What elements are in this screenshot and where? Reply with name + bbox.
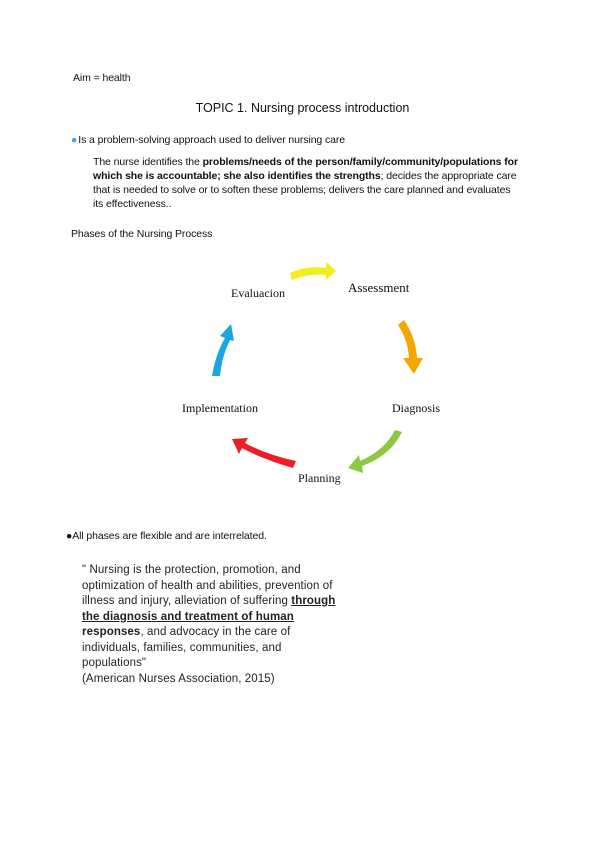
phases-heading: Phases of the Nursing Process	[71, 228, 213, 240]
quote-bold: responses	[82, 626, 141, 638]
bullet-definition	[71, 134, 345, 146]
arrow-evaluacion-to-assessment	[290, 262, 336, 280]
paragraph-text-1: The nurse identifies the	[93, 156, 203, 168]
quote-citation: (American Nurses Association, 2015)	[82, 672, 275, 685]
bullet-phases-flexible	[66, 530, 267, 542]
phase-label-implementation: Implementation	[182, 401, 258, 415]
arrow-assessment-to-diagnosis	[398, 320, 423, 374]
bullet-marker: ●	[66, 530, 73, 542]
arrow-diagnosis-to-planning	[348, 430, 402, 473]
aim-line: Aim = health	[73, 72, 131, 84]
ana-quote	[82, 563, 342, 687]
phase-label-diagnosis: Diagnosis	[392, 401, 440, 415]
phase-label-evaluacion: Evaluacion	[231, 286, 285, 300]
paragraph-text-2: ; decides the appropriate care that is needed to solve or to soften these problems; delivers the care planned and evaluates its effectiveness..	[93, 170, 517, 210]
paragraph-bold-text: problems/needs of the person/family/community/populations for which she is accountable; she also identifies the strengths	[93, 156, 518, 182]
page-title: TOPIC 1. Nursing process introduction	[195, 101, 410, 115]
quote-bold-underlined: through the diagnosis and treatment of human	[82, 595, 336, 623]
bullet-definition-text: Is a problem-solving approach used to deliver nursing care	[78, 134, 346, 146]
phase-label-planning: Planning	[298, 471, 341, 485]
quote-text-1: " Nursing is the protection, promotion, and optimization of health and abilities, prevention of illness and injury, alleviation of suffering	[82, 564, 333, 607]
arrow-planning-to-implementation	[232, 438, 296, 468]
bullet-marker: ●	[71, 134, 78, 146]
quote-text-2: , and advocacy in the care of individuals, families, communities, and populations"	[82, 626, 291, 669]
nurse-paragraph	[93, 155, 523, 211]
phase-label-assessment: Assessment	[348, 280, 410, 295]
arrow-implementation-to-evaluacion	[212, 324, 234, 376]
bullet-phases-flexible-text: All phases are flexible and are interrelated.	[72, 530, 267, 542]
nursing-process-cycle-diagram	[170, 258, 470, 498]
